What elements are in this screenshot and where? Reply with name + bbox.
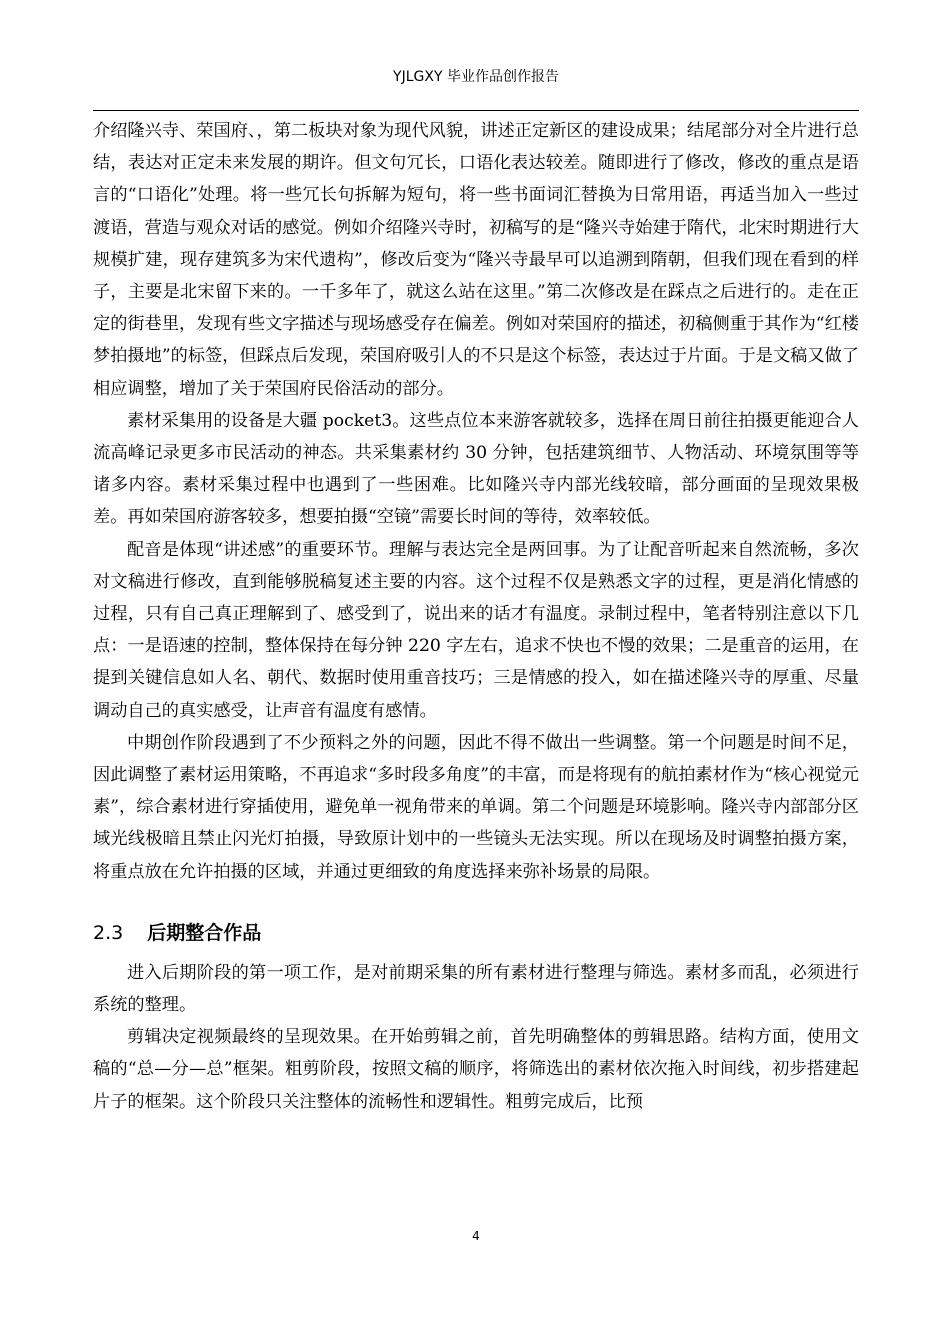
paragraph-material-sorting: 进入后期阶段的第一项工作，是对前期采集的所有素材进行整理与筛选。素材多而乱，必须进行系统的整理。 [93, 962, 859, 1016]
paragraph-mid-stage-adjustments: 中期创作阶段遇到了不少预料之外的问题，因此不得不做出一些调整。第一个问题是时间不足，因此调整了素材运用策略，不再追求“多时段多角度”的丰富，而是将现有的航拍素材作为“核心视觉元素”，综合素材进行穿插使用，避免单一视角带来的单调。第二个问题是环境影响。隆兴寺内部部分区域光线极暗且禁止闪光灯拍摄，导致原计划中的一些镜头无法实现。所以在现场及时调整拍摄方案，将重点放在允许拍摄的区域，并通过更细致的角度选择来弥补场景的局限。 [93, 732, 859, 882]
page-header: YJLGXY 毕业作品创作报告 [393, 69, 559, 85]
paragraph-voiceover: 配音是体现“讲述感”的重要环节。理解与表达完全是两回事。为了让配音听起来自然流畅，多次对文稿进行修改，直到能够脱稿复述主要的内容。这个过程不仅是熟悉文字的过程，更是消化情感的过程，只有自己真正理解到了、感受到了，说出来的话才有温度。录制过程中，笔者特别注意以下几点：一是语速的控制，整体保持在每分钟 220 字左右，追求不快也不慢的效果；二是重音的运用，在提到关键信息如人名、朝代、数据时使用重音技巧；三是情感的投入，如在描述隆兴寺的厚重、尽量调动自己的真实感受，让声音有温度有感情。 [93, 539, 859, 721]
section-heading [93, 917, 859, 949]
section-number: 2.3 [93, 921, 124, 944]
paragraph-editing: 剪辑决定视频最终的呈现效果。在开始剪辑之前，首先明确整体的剪辑思路。结构方面，使用文稿的“总—分—总”框架。粗剪阶段，按照文稿的顺序，将筛选出的素材依次拖入时间线，初步搭建起片子的框架。这个阶段只关注整体的流畅性和逻辑性。粗剪完成后，比预 [93, 1027, 859, 1112]
header-divider [93, 110, 859, 111]
section-title: 后期整合作品 [147, 921, 262, 944]
paragraph-script-revision: 介绍隆兴寺、荣国府、，第二板块对象为现代风貌，讲述正定新区的建设成果；结尾部分对全片进行总结，表达对正定未来发展的期许。但文句冗长，口语化表达较差。随即进行了修改，修改的重点是语言的“口语化”处理。将一些冗长句拆解为短句，将一些书面词汇替换为日常用语，再适当加入一些过渡语，营造与观众对话的感觉。例如介绍隆兴寺时，初稿写的是“隆兴寺始建于隋代，北宋时期进行大规模扩建，现存建筑多为宋代遗构”，修改后变为“隆兴寺最早可以追溯到隋朝，但我们现在看到的样子，主要是北宋留下来的。一千多年了，就这么站在这里。”第二次修改是在踩点之后进行的。走在正定的街巷里，发现有些文字描述与现场感受存在偏差。例如对荣国府的描述，初稿侧重于其作为“红楼梦拍摄地”的标签，但踩点后发现，荣国府吸引人的不只是这个标签，表达过于片面。于是文稿又做了相应调整，增加了关于荣国府民俗活动的部分。 [93, 121, 859, 399]
page-number: 4 [472, 1229, 480, 1243]
document-body [93, 115, 859, 1118]
paragraph-footage-collection: 素材采集用的设备是大疆 pocket3。这些点位本来游客就较多，选择在周日前往拍摄更能迎合人流高峰记录更多市民活动的神态。共采集素材约 30 分钟，包括建筑细节、人物活动、环境氛围等等诸多内容。素材采集过程中也遇到了一些困难。比如隆兴寺内部光线较暗，部分画面的呈现效果极差。再如荣国府游客较多，想要拍摄“空镜”需要长时间的等待，效率较低。 [93, 410, 859, 528]
